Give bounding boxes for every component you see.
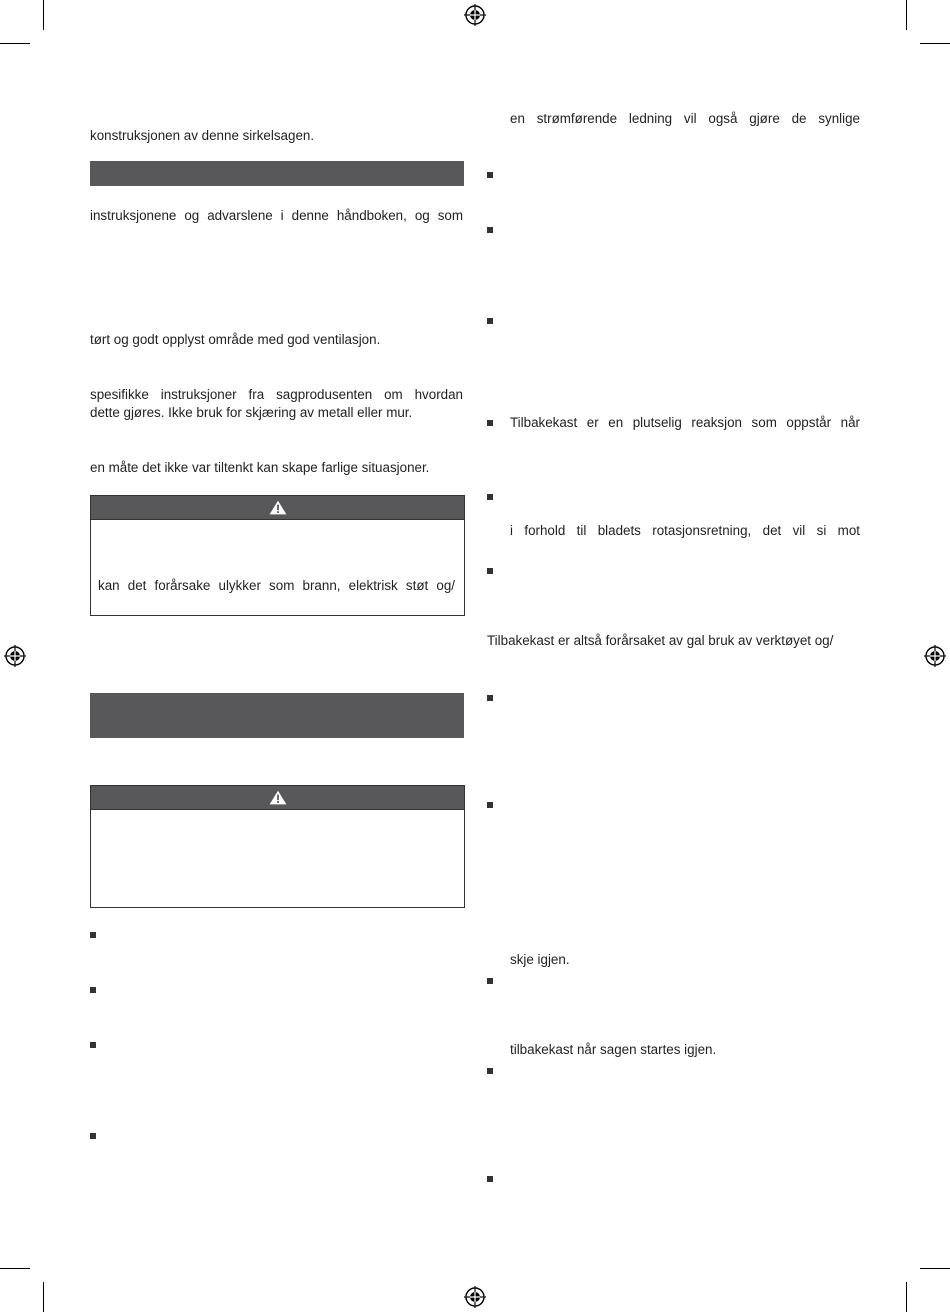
body-text-line: tilbakekast når sagen startes igjen. [510, 1042, 717, 1057]
square-bullet-icon [90, 987, 96, 993]
body-text-line: Tilbakekast er altså forårsaket av gal bruk av verktøyet og/ [487, 633, 834, 648]
crop-mark [906, 1282, 907, 1312]
registration-mark-icon [924, 645, 946, 667]
warning-triangle-icon [269, 500, 287, 515]
body-text-line: en måte det ikke var tiltenkt kan skape farlige situasjoner. [90, 460, 430, 475]
square-bullet-icon [487, 1068, 493, 1074]
crop-mark [920, 43, 950, 44]
square-bullet-icon [487, 318, 493, 324]
warning-text-line: kan det forårsake ulykker som brann, elektrisk støt og/ [98, 578, 455, 593]
square-bullet-icon [487, 978, 493, 984]
square-bullet-icon [487, 695, 493, 701]
registration-mark-icon [4, 645, 26, 667]
body-text-line: instruksjonene og advarslene i denne håndboken, og som [90, 208, 463, 223]
warning-box [90, 785, 465, 908]
warning-triangle-icon [269, 790, 287, 805]
body-text-line: Tilbakekast er en plutselig reaksjon som oppstår når [510, 415, 860, 430]
crop-mark [43, 0, 44, 30]
square-bullet-icon [90, 1042, 96, 1048]
crop-mark [0, 43, 30, 44]
square-bullet-icon [487, 420, 493, 426]
crop-mark [906, 0, 907, 30]
section-header-bar [90, 161, 464, 186]
square-bullet-icon [487, 227, 493, 233]
crop-mark [43, 1282, 44, 1312]
body-text-line: en strømførende ledning vil også gjøre de synlige [510, 111, 860, 126]
square-bullet-icon [90, 1133, 96, 1139]
body-text-line: skje igjen. [510, 952, 570, 967]
square-bullet-icon [487, 802, 493, 808]
body-text-line: dette gjøres. Ikke bruk for skjæring av metall eller mur. [90, 405, 413, 420]
warning-box [90, 495, 465, 616]
square-bullet-icon [487, 568, 493, 574]
body-text-line: i forhold til bladets rotasjonsretning, det vil si mot [510, 523, 860, 538]
body-text-line: konstruksjonen av denne sirkelsagen. [90, 128, 315, 143]
registration-mark-icon [464, 4, 486, 26]
square-bullet-icon [487, 494, 493, 500]
warning-box-header [91, 496, 464, 520]
crop-mark [0, 1268, 30, 1269]
registration-mark-icon [464, 1286, 486, 1308]
body-text-line: tørt og godt opplyst område med god ventilasjon. [90, 332, 381, 347]
section-header-bar [90, 693, 464, 738]
square-bullet-icon [90, 932, 96, 938]
crop-mark [920, 1268, 950, 1269]
body-text-line: spesifikke instruksjoner fra sagprodusenten om hvordan [90, 387, 463, 402]
square-bullet-icon [487, 1176, 493, 1182]
square-bullet-icon [487, 172, 493, 178]
warning-box-header [91, 786, 464, 810]
